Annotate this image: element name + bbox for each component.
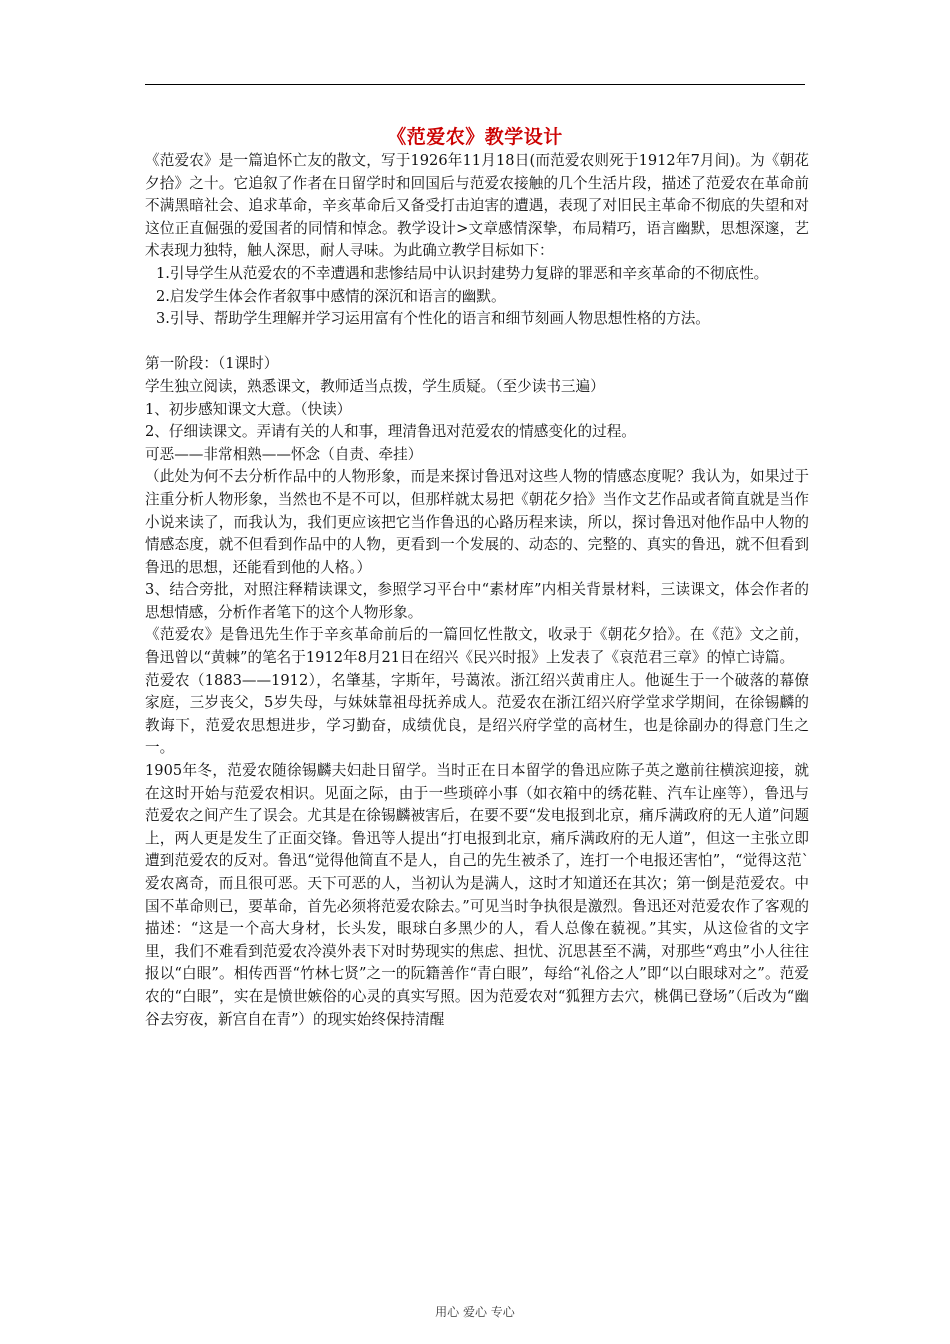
stage-line: 学生独立阅读，熟悉课文，教师适当点拨，学生质疑。（至少读书三遍） [145,377,605,395]
header-rule [145,84,805,85]
goal-item-1: 1.引导学生从范爱农的不幸遭遇和悲惨结局中认识封建势力复辟的罪恶和辛亥革命的不彻底性。 [156,264,769,282]
stage-heading: 第一阶段：（1课时） [145,355,279,373]
stage-paragraph: 范爱农（1883——1912），名肇基，字斯年，号蔼浓。浙江绍兴黄甫庄人。他诞生于一个破落的幕僚家庭，三岁丧父，5岁失母，与妹妹靠祖母抚养成人。范爱农在浙江绍兴府学堂求学期间，在徐锡麟的教诲下，范爱农思想进步，学习勤奋，成绩优良，是绍兴府学堂的高材生，也是徐副办的得意门生之一。 [145,671,809,757]
stage-paragraph: 《范爱农》是鲁迅先生作于辛亥革命前后的一篇回忆性散文，收录于《朝花夕拾》。在《范》文之前，鲁迅曾以“黄棘”的笔名于1912年8月21日在绍兴《民兴时报》上发表了《哀范君三章》的悼亡诗篇。 [145,626,809,667]
intro-paragraph: 《范爱农》是一篇追怀亡友的散文，写于1926年11月18日(而范爱农则死于1912年7月间)。为《朝花夕拾》之十。它追叙了作者在日留学时和回国后与范爱农接触的几个生活片段，描述了范爱农在革命前不满黑暗社会、追求革命，辛亥革命后又备受打击迫害的遭遇，表现了对旧民主革命不彻底的失望和对这位正直倔强的爱国者的同情和悼念。教学设计>文章感情深挚，布局精巧，语言幽默，思想深邃，艺术表现力独特，触人深思，耐人寻味。为此确立教学目标如下： [145,152,809,260]
stage-paragraph: 3、结合旁批，对照注释精读课文，参照学习平台中“素材库”内相关背景材料，三读课文，体会作者的思想情感，分析作者笔下的这个人物形象。 [145,581,809,621]
stage-paragraph: （此处为何不去分析作品中的人物形象，而是来探讨鲁迅对这些人物的情感态度呢？我认为，如果过于注重分析人物形象，当然也不是不可以，但那样就太易把《朝花夕拾》当作文艺作品或者简直就是当作小说来读了，而我认为，我们更应该把它当作鲁迅的心路历程来读，所以，探讨鲁迅对他作品中人物的情感态度，就不但看到作品中的人物，更看到一个发展的、动态的、完整的、真实的鲁迅，就不但看到鲁迅的思想，还能看到他的人格。） [145,468,809,576]
page-title: 《范爱农》教学设计 [387,126,563,148]
stage-line: 可恶——非常相熟——怀念（自责、牵挂） [145,445,423,463]
stage-line: 1、初步感知课文大意。（快读） [145,400,352,418]
stage-paragraph: 1905年冬，范爱农随徐锡麟夫妇赴日留学。当时正在日本留学的鲁迅应陈子英之邀前往横滨迎接，就在这时开始与范爱农相识。见面之际，由于一些琐碎小事（如衣箱中的绣花鞋、汽车让座等），鲁迅与范爱农之间产生了误会。尤其是在徐锡麟被害后，在要不要“发电报到北京，痛斥满政府的无人道”问题上，两人更是发生了正面交锋。鲁迅等人提出“打电报到北京，痛斥满政府的无人道”，但这一主张立即遭到范爱农的反对。鲁迅“觉得他简直不是人，自己的先生被杀了，连打一个电报还害怕”，“觉得这范`爱农离奇，而且很可恶。天下可恶的人，当初认为是满人，这时才知道还在其次；第一倒是范爱农。中国不革命则已，要革命，首先必须将范爱农除去。”可见当时争执很是激烈。鲁迅还对范爱农作了客观的描述：“这是一个高大身材，长头发，眼球白多黑少的人，看人总像在藐视。”其实，从这俭省的文字里，我们不难看到范爱农冷漠外表下对时势现实的焦虑、担忧、沉思甚至不满，对那些“鸡虫”小人往往报以“白眼”。相传西晋“竹林七贤”之一的阮籍善作“青白眼”，每给“礼俗之人”即“以白眼球对之”。范爱农的“白眼”，实在是愤世嫉俗的心灵的真实写照。因为范爱农对“狐狸方去穴，桃偶已登场”（后改为“幽谷去穷夜，新宫自在青”）的现实始终保持清醒 [145,762,809,1028]
document-body [145,150,809,1031]
goal-item-3: 3.引导、帮助学生理解并学习运用富有个性化的语言和细节刻画人物思想性格的方法。 [156,310,710,328]
page-footer: 用心 爱心 专心 [435,1305,515,1319]
stage-line: 2、仔细读课文。弄请有关的人和事，理清鲁迅对范爱农的情感变化的过程。 [145,423,636,441]
goal-item-2: 2.启发学生体会作者叙事中感情的深沉和语言的幽默。 [156,287,506,305]
